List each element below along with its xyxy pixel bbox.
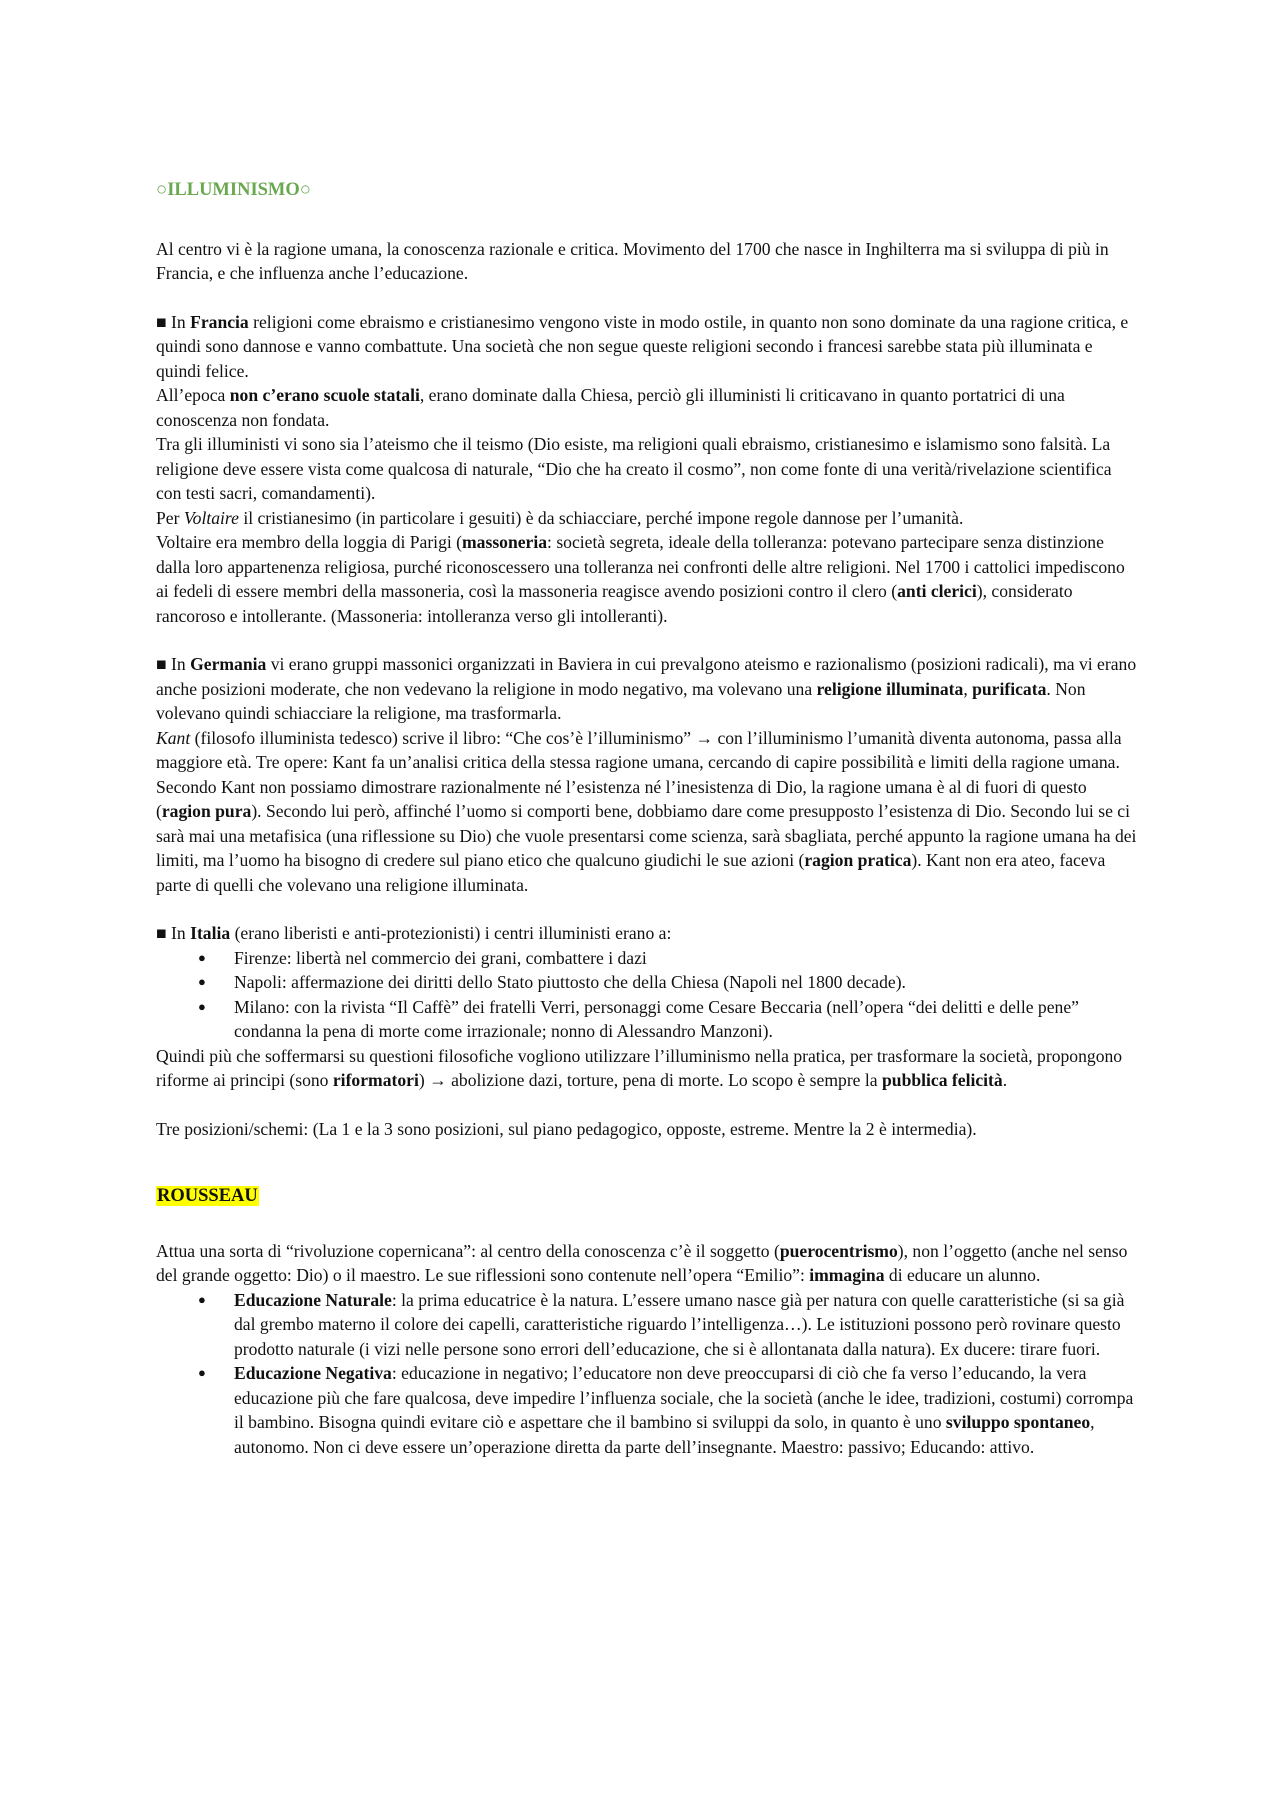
bullet-dot-icon: ● bbox=[198, 1365, 206, 1380]
bold-text: Italia bbox=[190, 923, 231, 943]
rousseau-education-list bbox=[156, 1288, 1138, 1460]
section-heading-rousseau: ROUSSEAU bbox=[157, 1186, 258, 1206]
page-title bbox=[156, 178, 1138, 203]
text-run: Voltaire era membro della loggia di Parigi ( bbox=[156, 532, 463, 552]
bullet-dot-icon: ● bbox=[198, 974, 206, 989]
bullet-dot-icon: ● bbox=[198, 949, 206, 965]
bold-text: immagina bbox=[809, 1265, 885, 1285]
text-run: , bbox=[963, 678, 973, 699]
text-run: Per bbox=[156, 507, 184, 528]
section-germania bbox=[156, 652, 1138, 897]
francia-paragraph-1 bbox=[156, 310, 1138, 384]
rousseau-paragraph-1 bbox=[156, 1239, 1138, 1288]
bold-text: sviluppo spontaneo bbox=[945, 1412, 1091, 1432]
square-bullet-icon: ■ bbox=[156, 923, 167, 943]
section-italia bbox=[156, 921, 1138, 1093]
bold-text: Germania bbox=[190, 654, 267, 674]
text-run: (erano liberisti e anti-protezionisti) i centri illuministi erano a: bbox=[230, 923, 672, 943]
text-run: il cristianesimo (in particolare i gesuiti) è da schiacciare, perché impone regole dannose per l’umanità. bbox=[238, 507, 964, 528]
text-run: : la prima educatrice è la natura. L’essere umano nasce già per natura con quelle caratteristiche (si sa già dal grembo materno il colore dei capelli, caratteristiche riguardo l’intelligenza…). Le istituzioni possono però rovinare questo prodotto naturale (i vizi nelle persone sono errori dell’educazione, che si è allontanata dalla natura). Ex ducere: tirare fuori. bbox=[234, 1289, 1125, 1359]
bold-text: Educazione Negativa bbox=[234, 1363, 392, 1383]
text-run: religioni come ebraismo e cristianesimo vengono viste in modo ostile, in quanto non sono dominate da una ragione critica, e quindi sono dannose e vanno combattute. Una società che non segue queste religioni secondo i francesi sarebbe stata più illuminata e quindi felice. bbox=[156, 311, 1129, 381]
intro-paragraph: Al centro vi è la ragione umana, la conoscenza razionale e critica. Movimento del 1700 che nasce in Inghilterra ma si sviluppa di più in Francia, e che influenza anche l’educazione. bbox=[156, 238, 1109, 283]
bold-text: anti clerici bbox=[897, 581, 977, 601]
francia-paragraph-4 bbox=[156, 506, 1138, 531]
text-run: : educazione in negativo; l’educatore non deve preoccuparsi di ciò che fa verso l’educando, la vera educazione più che fare qualcosa, deve impedire l’influenza sociale, che la società (anche le idee, tradizioni, costumi) corrompa il bambino. Bisogna quindi evitare ciò e aspettare che il bambino si sviluppi da solo, in quanto è uno bbox=[234, 1363, 1134, 1432]
bold-text: religione illuminata bbox=[816, 678, 964, 699]
list-item bbox=[198, 970, 1138, 995]
bold-text: ragion pura bbox=[161, 801, 252, 821]
text-run: vi erano gruppi massonici organizzati in Baviera in cui prevalgono ateismo e razionalismo (posizioni radicali), ma vi erano anche posizioni moderate, che non vedevano la religione in modo negativo, ma volevano una bbox=[156, 654, 1137, 699]
section-francia bbox=[156, 310, 1138, 629]
text-run: ), non l’oggetto (anche nel senso del grande oggetto: Dio) o il maestro. Le sue riflessioni sono contenute nell’opera “Emilio”: bbox=[156, 1240, 1128, 1285]
francia-paragraph-3: Tra gli illuministi vi sono sia l’ateismo che il teismo (Dio esiste, ma religioni quali ebraismo, cristianesimo e islamismo sono falsità. La religione deve essere vista come qualcosa di naturale, “Dio che ha creato il cosmo”, non come fonte di una verità/rivelazione scientifica con testi sacri, comandamenti). bbox=[156, 434, 1112, 503]
text-run: . Non volevano quindi schiacciare la religione, ma trasformarla. bbox=[156, 678, 1086, 723]
list-item bbox=[198, 1361, 1138, 1459]
text-run: . bbox=[1002, 1070, 1008, 1090]
text-run: Attua una sorta di “rivoluzione copernicana”: al centro della conoscenza c’è il soggetto ( bbox=[156, 1240, 780, 1261]
list-item-text: Napoli: affermazione dei diritti dello Stato piuttosto che della Chiesa (Napoli nel 1800 decade). bbox=[234, 972, 906, 992]
tre-posizioni-paragraph: Tre posizioni/schemi: (La 1 e la 3 sono posizioni, sul piano pedagogico, opposte, estreme. Mentre la 2 è intermedia). bbox=[156, 1118, 977, 1139]
bold-text: massoneria bbox=[462, 532, 548, 552]
italic-text: Kant bbox=[156, 727, 191, 748]
bullet-dot-icon: ● bbox=[198, 998, 206, 1014]
germania-paragraph-1 bbox=[156, 652, 1138, 726]
text-run: ). Kant non era ateo, faceva parte di quelli che volevano una religione illuminata. bbox=[156, 850, 1106, 895]
square-bullet-icon: ■ bbox=[156, 311, 167, 332]
rousseau-heading-wrap bbox=[156, 1183, 1138, 1209]
list-item bbox=[198, 995, 1138, 1044]
bullet-dot-icon: ● bbox=[198, 1291, 206, 1307]
list-item-text: Firenze: libertà nel commercio dei grani, combattere i dazi bbox=[234, 947, 647, 968]
text-run: In bbox=[166, 654, 191, 674]
section-rousseau bbox=[156, 1239, 1138, 1460]
text-run: ). Secondo lui però, affinché l’uomo si comporti bene, dobbiamo dare come presupposto l’esistenza di Dio. Secondo lui se ci sarà mai una metafisica (una riflessione su Dio) che vuole presentarsi come scienza, sarà sbagliata, perché appunto la ragione umana ha dei limiti, ma l’uomo ha bisogno di credere sul piano etico che qualcuno giudichi le sue azioni ( bbox=[156, 801, 1137, 870]
square-bullet-icon: ■ bbox=[156, 654, 167, 674]
italia-paragraph-2 bbox=[156, 1044, 1138, 1093]
text-run: (filosofo illuminista tedesco) scrive il libro: “Che cos’è l’illuminismo” → con l’illuminismo l’umanità diventa autonoma, passa alla maggiore età. Tre opere: Kant fa un’analisi critica della stessa ragione umana, cercando di capire possibilità e limiti della ragione umana. Secondo Kant non possiamo dimostrare razionalmente né l’esistenza né l’inesistenza di Dio, la ragione umana è al di fuori di questo ( bbox=[156, 727, 1122, 821]
list-item-text: Milano: con la rivista “Il Caffè” dei fratelli Verri, personaggi come Cesare Beccaria (nell’opera “dei delitti e delle pene” condanna la pena di morte come irrazionale; nonno di Alessandro Manzoni). bbox=[234, 996, 1079, 1041]
text-run: , autonomo. Non ci deve essere un’operazione diretta da parte dell’insegnante. Maestro: passivo; Educando: attivo. bbox=[234, 1412, 1095, 1457]
text-run: Quindi più che soffermarsi su questioni filosofiche vogliono utilizzare l’illuminismo nella pratica, per trasformare la società, propongono riforme ai principi (sono bbox=[156, 1045, 1123, 1090]
italic-text: Voltaire bbox=[183, 507, 239, 528]
text-run: In bbox=[166, 311, 191, 332]
document-page bbox=[156, 178, 1138, 1459]
bold-text: Francia bbox=[190, 311, 249, 332]
list-item bbox=[198, 1288, 1138, 1362]
francia-paragraph-2 bbox=[156, 383, 1138, 432]
text-run: ), considerato rancoroso e intollerante. (Massoneria: intolleranza verso gli intolleranti). bbox=[156, 581, 1073, 626]
title-text: ILLUMINISMO bbox=[167, 180, 300, 200]
bold-text: puerocentrismo bbox=[779, 1240, 898, 1261]
circle-mark-left-icon: ○ bbox=[156, 180, 168, 200]
bold-text: ragion pratica bbox=[804, 850, 912, 870]
germania-paragraph-2 bbox=[156, 726, 1138, 898]
text-run: di educare un alunno. bbox=[884, 1265, 1041, 1285]
text-run: All’epoca bbox=[156, 385, 230, 405]
bold-text: Educazione Naturale bbox=[234, 1289, 392, 1310]
bold-text: non c’erano scuole statali bbox=[229, 385, 420, 405]
bold-text: pubblica felicità bbox=[882, 1070, 1003, 1090]
text-run: ) → abolizione dazi, torture, pena di morte. Lo scopo è sempre la bbox=[418, 1070, 882, 1090]
text-run: , erano dominate dalla Chiesa, perciò gli illuministi li criticavano in quanto portatrici di una conoscenza non fondata. bbox=[156, 385, 1065, 430]
circle-mark-right-icon: ○ bbox=[299, 180, 311, 200]
italia-paragraph-1 bbox=[156, 921, 1138, 946]
bold-text: riformatori bbox=[332, 1070, 419, 1090]
francia-paragraph-5 bbox=[156, 530, 1138, 628]
italia-city-list bbox=[156, 946, 1138, 1044]
bold-text: purificata bbox=[972, 678, 1047, 699]
text-run: : società segreta, ideale della tolleranza: potevano partecipare senza distinzione dalla loro appartenenza religiosa, purché riconoscessero una tolleranza nei confronti delle altre religioni. Nel 1700 i cattolici impediscono ai fedeli di essere membri della massoneria, così la massoneria reagisce avendo posizioni contro il clero ( bbox=[156, 532, 1125, 601]
list-item bbox=[198, 946, 1138, 971]
text-run: In bbox=[166, 923, 191, 943]
